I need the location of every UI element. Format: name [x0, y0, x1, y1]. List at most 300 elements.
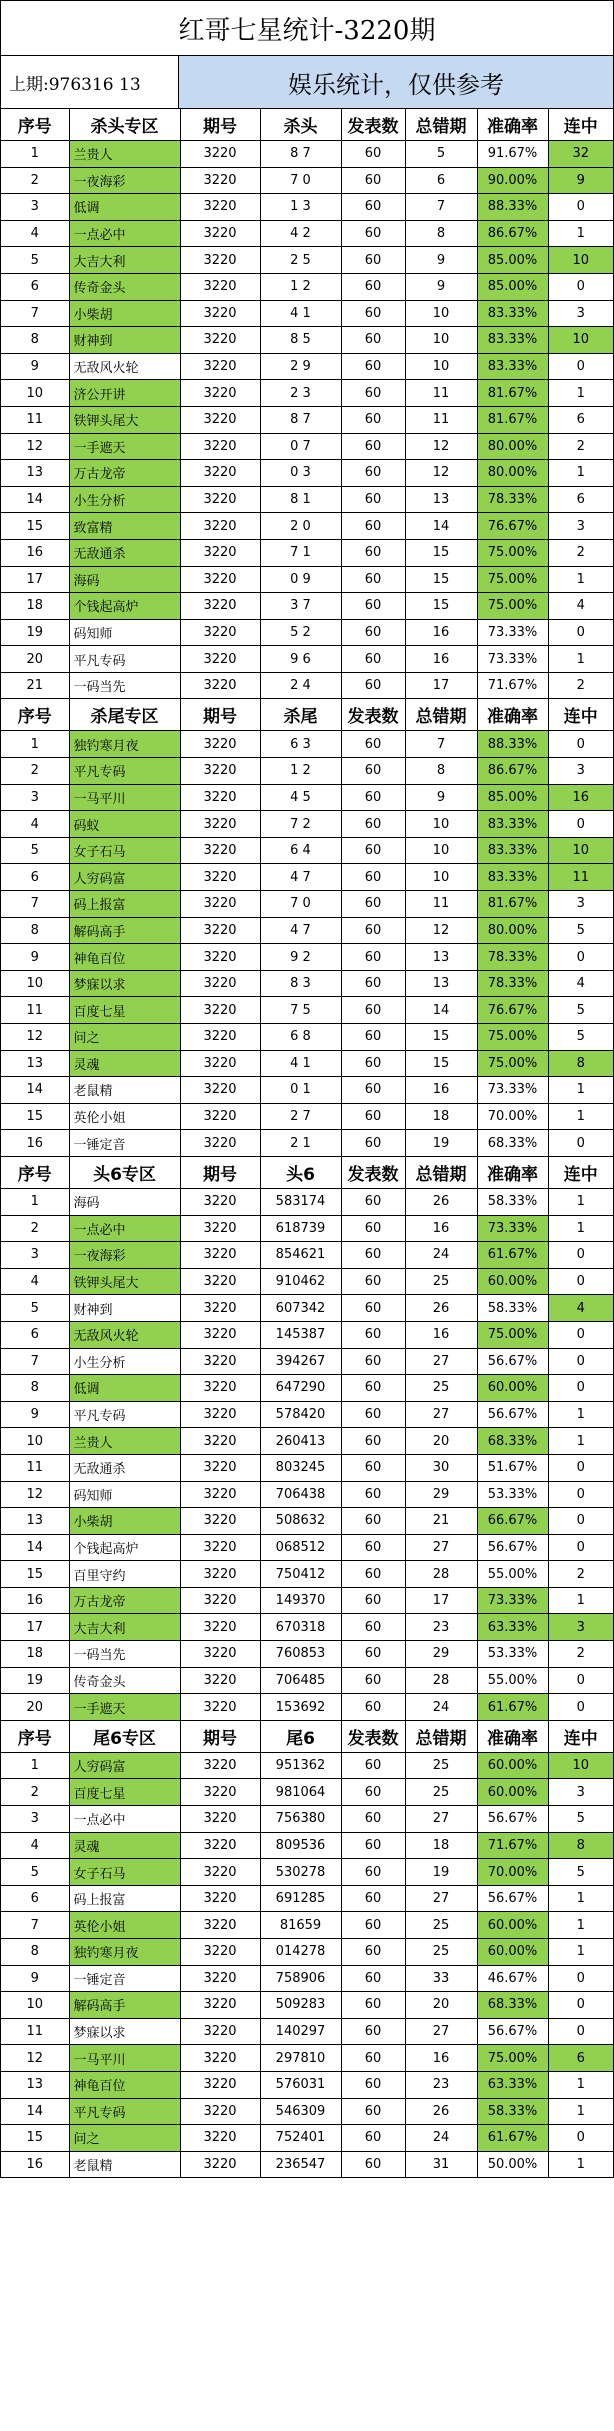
win-streak: 2	[548, 672, 613, 699]
post-count: 60	[341, 1077, 405, 1104]
table-row	[1, 970, 613, 997]
error-count: 28	[405, 1667, 477, 1694]
issue-number: 3220	[180, 566, 260, 593]
row-number: 2	[1, 758, 69, 785]
table-row	[1, 539, 613, 566]
win-streak: 8	[548, 1832, 613, 1859]
error-count: 11	[405, 891, 477, 918]
row-number: 13	[1, 1508, 69, 1535]
expert-name: 铁钾头尾大	[69, 1268, 180, 1295]
post-count: 60	[341, 891, 405, 918]
table-row	[1, 731, 613, 758]
prediction: 2 4	[260, 672, 341, 699]
win-streak: 0	[548, 1508, 613, 1535]
win-streak: 0	[548, 2125, 613, 2152]
prediction: 0 1	[260, 1077, 341, 1104]
row-number: 5	[1, 1859, 69, 1886]
post-count: 60	[341, 1587, 405, 1614]
prediction: 576031	[260, 2071, 341, 2098]
error-count: 27	[405, 1534, 477, 1561]
expert-name: 灵魂	[69, 1832, 180, 1859]
expert-name: 灵魂	[69, 1050, 180, 1077]
error-count: 7	[405, 731, 477, 758]
row-number: 9	[1, 1965, 69, 1992]
issue-number: 3220	[180, 1752, 260, 1779]
expert-name: 梦寐以求	[69, 2018, 180, 2045]
section-header-row	[1, 699, 613, 731]
row-number: 18	[1, 593, 69, 620]
prediction: 5 2	[260, 619, 341, 646]
column-header: 连中	[548, 699, 613, 731]
win-streak: 0	[548, 1321, 613, 1348]
error-count: 15	[405, 566, 477, 593]
issue-number: 3220	[180, 1885, 260, 1912]
table-row	[1, 460, 613, 487]
table-row	[1, 353, 613, 380]
issue-number: 3220	[180, 997, 260, 1024]
error-count: 25	[405, 1375, 477, 1402]
win-streak: 0	[548, 1481, 613, 1508]
error-count: 18	[405, 1832, 477, 1859]
issue-number: 3220	[180, 731, 260, 758]
table-row	[1, 486, 613, 513]
accuracy-rate: 61.67%	[477, 1242, 548, 1269]
expert-name: 一点必中	[69, 1215, 180, 1242]
accuracy-rate: 85.00%	[477, 273, 548, 300]
win-streak: 1	[548, 1103, 613, 1130]
expert-name: 女子石马	[69, 1859, 180, 1886]
win-streak: 1	[548, 1939, 613, 1966]
error-count: 26	[405, 1295, 477, 1322]
expert-name: 一码当先	[69, 672, 180, 699]
error-count: 15	[405, 1024, 477, 1051]
row-number: 12	[1, 2045, 69, 2072]
accuracy-rate: 75.00%	[477, 1024, 548, 1051]
prediction: 2 5	[260, 247, 341, 274]
error-count: 30	[405, 1454, 477, 1481]
row-number: 12	[1, 1024, 69, 1051]
error-count: 29	[405, 1641, 477, 1668]
error-count: 28	[405, 1561, 477, 1588]
column-header: 准确率	[477, 1720, 548, 1752]
table-row	[1, 1614, 613, 1641]
table-row	[1, 1268, 613, 1295]
error-count: 17	[405, 1587, 477, 1614]
row-number: 7	[1, 891, 69, 918]
accuracy-rate: 75.00%	[477, 2045, 548, 2072]
prediction: 2 7	[260, 1103, 341, 1130]
expert-name: 码上报富	[69, 1885, 180, 1912]
issue-number: 3220	[180, 486, 260, 513]
win-streak: 0	[548, 1348, 613, 1375]
error-count: 18	[405, 1103, 477, 1130]
accuracy-rate: 63.33%	[477, 1614, 548, 1641]
issue-number: 3220	[180, 1024, 260, 1051]
error-count: 12	[405, 917, 477, 944]
table-row	[1, 672, 613, 699]
post-count: 60	[341, 1885, 405, 1912]
prediction: 583174	[260, 1188, 341, 1215]
prediction: 260413	[260, 1428, 341, 1455]
post-count: 60	[341, 1832, 405, 1859]
post-count: 60	[341, 167, 405, 194]
row-number: 11	[1, 2018, 69, 2045]
accuracy-rate: 58.33%	[477, 2098, 548, 2125]
table-row	[1, 1694, 613, 1721]
issue-number: 3220	[180, 1779, 260, 1806]
win-streak: 10	[548, 837, 613, 864]
expert-name: 小生分析	[69, 486, 180, 513]
accuracy-rate: 51.67%	[477, 1454, 548, 1481]
row-number: 6	[1, 1885, 69, 1912]
issue-number: 3220	[180, 247, 260, 274]
row-number: 15	[1, 1103, 69, 1130]
expert-name: 问之	[69, 2125, 180, 2152]
expert-name: 一手遮天	[69, 433, 180, 460]
expert-name: 平凡专码	[69, 646, 180, 673]
win-streak: 1	[548, 1587, 613, 1614]
row-number: 2	[1, 1215, 69, 1242]
table-row	[1, 300, 613, 327]
table-row	[1, 1103, 613, 1130]
accuracy-rate: 85.00%	[477, 247, 548, 274]
issue-number: 3220	[180, 1375, 260, 1402]
accuracy-rate: 73.33%	[477, 619, 548, 646]
prediction: 910462	[260, 1268, 341, 1295]
accuracy-rate: 60.00%	[477, 1375, 548, 1402]
win-streak: 4	[548, 1295, 613, 1322]
post-count: 60	[341, 1401, 405, 1428]
issue-number: 3220	[180, 327, 260, 354]
table-row	[1, 1375, 613, 1402]
row-number: 15	[1, 513, 69, 540]
error-count: 16	[405, 1215, 477, 1242]
table-row	[1, 2151, 613, 2177]
table-row	[1, 1832, 613, 1859]
section-header-row	[1, 1720, 613, 1752]
row-number: 8	[1, 1375, 69, 1402]
row-number: 7	[1, 1912, 69, 1939]
accuracy-rate: 68.33%	[477, 1130, 548, 1157]
win-streak: 0	[548, 1694, 613, 1721]
expert-name: 百里守约	[69, 1561, 180, 1588]
prediction: 4 2	[260, 220, 341, 247]
table-row	[1, 891, 613, 918]
table-row	[1, 2018, 613, 2045]
post-count: 60	[341, 864, 405, 891]
prediction: 670318	[260, 1614, 341, 1641]
win-streak: 1	[548, 1188, 613, 1215]
table-row	[1, 1242, 613, 1269]
win-streak: 3	[548, 891, 613, 918]
win-streak: 9	[548, 167, 613, 194]
table-row	[1, 1295, 613, 1322]
row-number: 16	[1, 539, 69, 566]
table-row	[1, 784, 613, 811]
error-count: 16	[405, 1321, 477, 1348]
accuracy-rate: 60.00%	[477, 1779, 548, 1806]
error-count: 11	[405, 406, 477, 433]
prediction: 3 7	[260, 593, 341, 620]
row-number: 16	[1, 1587, 69, 1614]
row-number: 12	[1, 433, 69, 460]
issue-number: 3220	[180, 1077, 260, 1104]
issue-number: 3220	[180, 1859, 260, 1886]
table-row	[1, 646, 613, 673]
row-number: 9	[1, 1401, 69, 1428]
issue-number: 3220	[180, 1508, 260, 1535]
expert-name: 致富精	[69, 513, 180, 540]
prediction: 153692	[260, 1694, 341, 1721]
expert-name: 平凡专码	[69, 758, 180, 785]
column-header: 总错期	[405, 109, 477, 141]
accuracy-rate: 53.33%	[477, 1481, 548, 1508]
win-streak: 0	[548, 1130, 613, 1157]
error-count: 27	[405, 1806, 477, 1833]
table-row	[1, 247, 613, 274]
issue-number: 3220	[180, 1587, 260, 1614]
post-count: 60	[341, 300, 405, 327]
post-count: 60	[341, 1242, 405, 1269]
post-count: 60	[341, 1348, 405, 1375]
expert-name: 个钱起高炉	[69, 1534, 180, 1561]
prediction: 140297	[260, 2018, 341, 2045]
prediction: 760853	[260, 1641, 341, 1668]
prediction: 2 1	[260, 1130, 341, 1157]
table-row	[1, 1428, 613, 1455]
expert-name: 神龟百位	[69, 944, 180, 971]
row-number: 19	[1, 1667, 69, 1694]
error-count: 31	[405, 2151, 477, 2177]
win-streak: 5	[548, 1859, 613, 1886]
win-streak: 5	[548, 917, 613, 944]
column-header: 连中	[548, 1156, 613, 1188]
table-row	[1, 2125, 613, 2152]
table-row	[1, 1587, 613, 1614]
win-streak: 1	[548, 2151, 613, 2177]
accuracy-rate: 73.33%	[477, 1215, 548, 1242]
win-streak: 0	[548, 1667, 613, 1694]
expert-name: 无敌通杀	[69, 539, 180, 566]
post-count: 60	[341, 194, 405, 221]
post-count: 60	[341, 1321, 405, 1348]
error-count: 23	[405, 2071, 477, 2098]
win-streak: 1	[548, 1401, 613, 1428]
prediction: 0 3	[260, 460, 341, 487]
column-header: 发表数	[341, 1156, 405, 1188]
row-number: 10	[1, 380, 69, 407]
issue-number: 3220	[180, 380, 260, 407]
prediction: 9 6	[260, 646, 341, 673]
prediction: 809536	[260, 1832, 341, 1859]
win-streak: 1	[548, 380, 613, 407]
post-count: 60	[341, 619, 405, 646]
error-count: 10	[405, 811, 477, 838]
issue-number: 3220	[180, 513, 260, 540]
row-number: 10	[1, 1428, 69, 1455]
prediction: 4 1	[260, 300, 341, 327]
table-row	[1, 944, 613, 971]
accuracy-rate: 83.33%	[477, 353, 548, 380]
expert-name: 独钓寒月夜	[69, 1939, 180, 1966]
expert-name: 海码	[69, 1188, 180, 1215]
section-header-row	[1, 1156, 613, 1188]
post-count: 60	[341, 1130, 405, 1157]
prediction: 6 4	[260, 837, 341, 864]
error-count: 15	[405, 593, 477, 620]
prediction: 6 3	[260, 731, 341, 758]
prediction: 297810	[260, 2045, 341, 2072]
column-header: 序号	[1, 1156, 69, 1188]
table-row	[1, 1348, 613, 1375]
accuracy-rate: 80.00%	[477, 433, 548, 460]
prediction: 758906	[260, 1965, 341, 1992]
post-count: 60	[341, 2125, 405, 2152]
accuracy-rate: 75.00%	[477, 593, 548, 620]
win-streak: 0	[548, 2018, 613, 2045]
error-count: 5	[405, 141, 477, 168]
win-streak: 5	[548, 1024, 613, 1051]
expert-name: 兰贵人	[69, 1428, 180, 1455]
accuracy-rate: 83.33%	[477, 864, 548, 891]
error-count: 6	[405, 167, 477, 194]
table-row	[1, 1401, 613, 1428]
table-row	[1, 1215, 613, 1242]
expert-name: 平凡专码	[69, 1401, 180, 1428]
error-count: 16	[405, 646, 477, 673]
issue-number: 3220	[180, 646, 260, 673]
accuracy-rate: 50.00%	[477, 2151, 548, 2177]
post-count: 60	[341, 433, 405, 460]
win-streak: 6	[548, 486, 613, 513]
prediction: 618739	[260, 1215, 341, 1242]
error-count: 17	[405, 672, 477, 699]
row-number: 19	[1, 619, 69, 646]
error-count: 20	[405, 1992, 477, 2019]
win-streak: 0	[548, 1454, 613, 1481]
prediction: 752401	[260, 2125, 341, 2152]
column-header: 总错期	[405, 1720, 477, 1752]
error-count: 27	[405, 2018, 477, 2045]
win-streak: 6	[548, 406, 613, 433]
row-number: 11	[1, 997, 69, 1024]
post-count: 60	[341, 811, 405, 838]
expert-name: 英伦小姐	[69, 1912, 180, 1939]
prediction: 0 9	[260, 566, 341, 593]
win-streak: 8	[548, 1050, 613, 1077]
row-number: 1	[1, 141, 69, 168]
prediction: 8 1	[260, 486, 341, 513]
error-count: 14	[405, 997, 477, 1024]
table-row	[1, 2071, 613, 2098]
table-row	[1, 1561, 613, 1588]
error-count: 24	[405, 2125, 477, 2152]
expert-name: 人穷码富	[69, 864, 180, 891]
error-count: 13	[405, 970, 477, 997]
table-row	[1, 1454, 613, 1481]
post-count: 60	[341, 273, 405, 300]
expert-name: 一锤定音	[69, 1965, 180, 1992]
issue-number: 3220	[180, 944, 260, 971]
section-header-row	[1, 109, 613, 141]
error-count: 25	[405, 1939, 477, 1966]
error-count: 26	[405, 1188, 477, 1215]
post-count: 60	[341, 1295, 405, 1322]
post-count: 60	[341, 1188, 405, 1215]
issue-number: 3220	[180, 1103, 260, 1130]
post-count: 60	[341, 1454, 405, 1481]
prediction: 2 9	[260, 353, 341, 380]
table-row	[1, 194, 613, 221]
post-count: 60	[341, 1694, 405, 1721]
post-count: 60	[341, 1375, 405, 1402]
win-streak: 1	[548, 1912, 613, 1939]
win-streak: 5	[548, 1806, 613, 1833]
expert-name: 财神到	[69, 1295, 180, 1322]
issue-number: 3220	[180, 433, 260, 460]
prediction: 756380	[260, 1806, 341, 1833]
expert-name: 一夜海彩	[69, 167, 180, 194]
column-header: 准确率	[477, 1156, 548, 1188]
prediction: 4 7	[260, 864, 341, 891]
expert-name: 一码当先	[69, 1641, 180, 1668]
row-number: 20	[1, 1694, 69, 1721]
prediction: 854621	[260, 1242, 341, 1269]
error-count: 20	[405, 1428, 477, 1455]
accuracy-rate: 53.33%	[477, 1641, 548, 1668]
error-count: 19	[405, 1130, 477, 1157]
post-count: 60	[341, 353, 405, 380]
accuracy-rate: 56.67%	[477, 1534, 548, 1561]
column-header: 头6专区	[69, 1156, 180, 1188]
column-header: 序号	[1, 1720, 69, 1752]
table-row	[1, 1641, 613, 1668]
column-header: 准确率	[477, 109, 548, 141]
post-count: 60	[341, 837, 405, 864]
accuracy-rate: 60.00%	[477, 1939, 548, 1966]
prediction: 578420	[260, 1401, 341, 1428]
post-count: 60	[341, 513, 405, 540]
expert-name: 一锤定音	[69, 1130, 180, 1157]
error-count: 7	[405, 194, 477, 221]
error-count: 9	[405, 247, 477, 274]
issue-number: 3220	[180, 1454, 260, 1481]
accuracy-rate: 70.00%	[477, 1103, 548, 1130]
accuracy-rate: 61.67%	[477, 1694, 548, 1721]
post-count: 60	[341, 2018, 405, 2045]
prediction: 394267	[260, 1348, 341, 1375]
row-number: 9	[1, 944, 69, 971]
issue-number: 3220	[180, 1050, 260, 1077]
post-count: 60	[341, 784, 405, 811]
prediction: 6 8	[260, 1024, 341, 1051]
table-row	[1, 1050, 613, 1077]
accuracy-rate: 83.33%	[477, 300, 548, 327]
issue-number: 3220	[180, 1348, 260, 1375]
win-streak: 3	[548, 513, 613, 540]
stats-table	[1, 109, 613, 2177]
win-streak: 0	[548, 1534, 613, 1561]
post-count: 60	[341, 1050, 405, 1077]
accuracy-rate: 73.33%	[477, 1587, 548, 1614]
accuracy-rate: 60.00%	[477, 1268, 548, 1295]
post-count: 60	[341, 539, 405, 566]
accuracy-rate: 46.67%	[477, 1965, 548, 1992]
accuracy-rate: 56.67%	[477, 1806, 548, 1833]
error-count: 16	[405, 2045, 477, 2072]
row-number: 2	[1, 167, 69, 194]
issue-number: 3220	[180, 970, 260, 997]
